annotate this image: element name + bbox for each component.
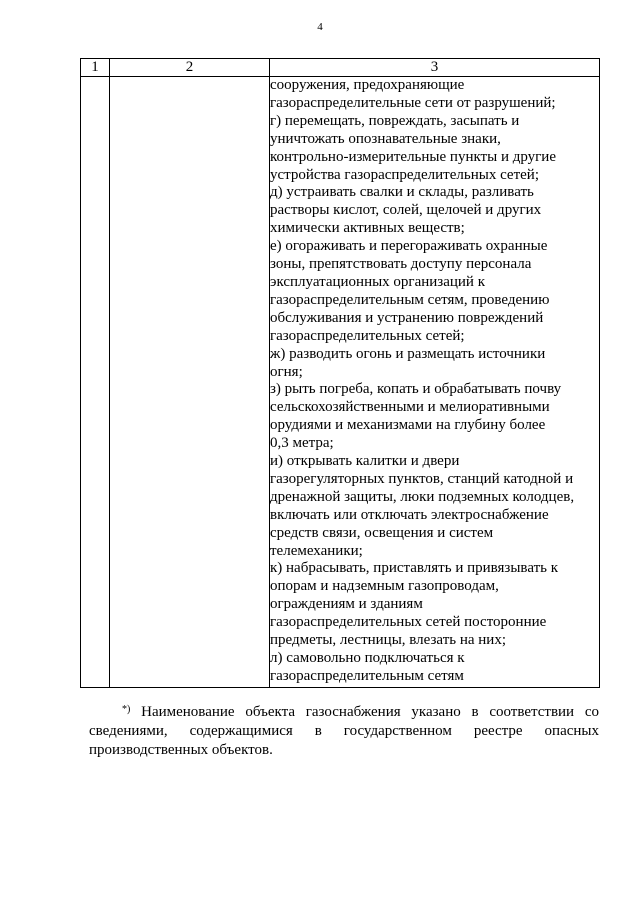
cell-line: газораспределительным сетям, проведению (270, 291, 550, 308)
cell-line: химически активных веществ; (270, 220, 465, 237)
cell-line: уничтожать опознавательные знаки, (270, 130, 501, 147)
cell-line: газораспределительных сетей; (270, 327, 465, 344)
cell-line: огня; (270, 363, 303, 380)
cell-line: телемеханики; (270, 542, 363, 559)
table-cell-col3 (270, 77, 600, 688)
cell-line: зоны, препятствовать доступу персонала (270, 256, 532, 273)
cell-line: г) перемещать, повреждать, засыпать и (270, 112, 520, 129)
document-table (80, 58, 600, 688)
footnote (89, 703, 599, 760)
cell-line: включать или отключать электроснабжение (270, 506, 549, 523)
cell-line: газораспределительные сети от разрушений; (270, 94, 556, 111)
cell-line: и) открывать калитки и двери (270, 453, 460, 470)
cell-line: опорам и надземным газопроводам, (270, 578, 499, 595)
cell-line: е) огораживать и перегораживать охранные (270, 238, 548, 255)
cell-line: 0,3 метра; (270, 435, 334, 452)
table-row (81, 77, 600, 688)
cell-line: эксплуатационных организаций к (270, 273, 485, 290)
cell-line: устройства газораспределительных сетей; (270, 166, 539, 183)
cell-line: средств связи, освещения и систем (270, 524, 494, 541)
cell-line: д) устраивать свалки и склады, разливать (270, 184, 534, 201)
footnote-line-3: производственных объектов. (89, 742, 273, 758)
cell-line: к) набрасывать, приставлять и привязывать к (270, 560, 559, 577)
cell-line: дренажной защиты, люки подземных колодцев, (270, 488, 575, 505)
footnote-text-1: Наименование объекта газоснабжения указано в соответствии со (141, 704, 599, 720)
column-header-3: 3 (270, 59, 600, 77)
footnote-line-1 (89, 703, 599, 722)
table-cell-col1 (81, 77, 110, 688)
column-header-1: 1 (81, 59, 110, 77)
cell-line: сельскохозяйственными и мелиоративными (270, 399, 550, 416)
cell-line: з) рыть погреба, копать и обрабатывать почву (270, 381, 562, 398)
table-header-row (81, 59, 600, 77)
cell-line: ограждениям и зданиям (270, 596, 423, 613)
cell-line: растворы кислот, солей, щелочей и других (270, 202, 542, 219)
cell-line: предметы, лестницы, влезать на них; (270, 632, 507, 649)
cell-line: обслуживания и устранению повреждений (270, 309, 544, 326)
cell-line: ж) разводить огонь и размещать источники (270, 345, 546, 362)
cell-line: газораспределительных сетей посторонние (270, 614, 547, 631)
cell-line: орудиями и механизмами на глубину более (270, 417, 546, 434)
column-header-2: 2 (110, 59, 270, 77)
footnote-marker: *) (122, 704, 131, 715)
cell-line: газорегуляторных пунктов, станций катодной и (270, 470, 574, 487)
cell-line: сооружения, предохраняющие (270, 77, 465, 93)
page-number: 4 (317, 21, 323, 33)
cell-line: л) самовольно подключаться к (270, 650, 465, 666)
footnote-line-2: сведениями, содержащимися в государственном реестре опасных (89, 723, 599, 739)
cell-line: контрольно-измерительные пункты и другие (270, 148, 556, 165)
cell-line: газораспределительным сетям (270, 667, 464, 684)
table-cell-col2 (110, 77, 270, 688)
